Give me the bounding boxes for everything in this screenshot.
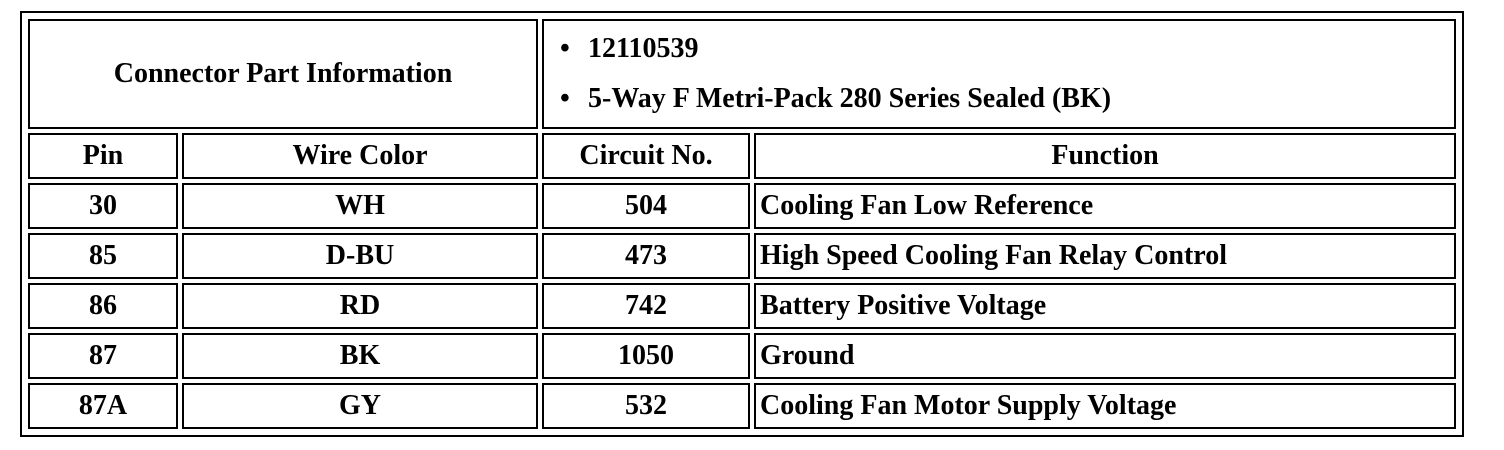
circuit-cell: 532 bbox=[542, 383, 750, 429]
pin-cell: 30 bbox=[28, 183, 178, 229]
wire-color-cell: D-BU bbox=[182, 233, 538, 279]
circuit-cell: 1050 bbox=[542, 333, 750, 379]
connector-info-row bbox=[28, 19, 1456, 129]
pin-cell: 85 bbox=[28, 233, 178, 279]
bullet-icon: • bbox=[560, 83, 570, 114]
column-header-circuit: Circuit No. bbox=[542, 133, 750, 179]
connector-info-list bbox=[544, 24, 1454, 124]
wire-color-cell: RD bbox=[182, 283, 538, 329]
circuit-cell: 742 bbox=[542, 283, 750, 329]
connector-description: 5-Way F Metri-Pack 280 Series Sealed (BK) bbox=[588, 83, 1112, 114]
wire-color-cell: BK bbox=[182, 333, 538, 379]
connector-part-info-details bbox=[542, 19, 1456, 129]
function-cell: High Speed Cooling Fan Relay Control bbox=[754, 233, 1456, 279]
pin-cell: 86 bbox=[28, 283, 178, 329]
table-row bbox=[28, 383, 1456, 429]
function-cell: Ground bbox=[754, 333, 1456, 379]
function-cell: Cooling Fan Low Reference bbox=[754, 183, 1456, 229]
circuit-cell: 473 bbox=[542, 233, 750, 279]
table-row bbox=[28, 333, 1456, 379]
wire-color-cell: WH bbox=[182, 183, 538, 229]
connector-info-item bbox=[560, 74, 1454, 124]
connector-part-info-label: Connector Part Information bbox=[28, 19, 538, 129]
function-cell: Battery Positive Voltage bbox=[754, 283, 1456, 329]
function-cell: Cooling Fan Motor Supply Voltage bbox=[754, 383, 1456, 429]
bullet-icon: • bbox=[560, 33, 570, 64]
column-header-pin: Pin bbox=[28, 133, 178, 179]
pin-cell: 87A bbox=[28, 383, 178, 429]
column-header-row bbox=[28, 133, 1456, 179]
connector-table bbox=[24, 15, 1460, 433]
circuit-cell: 504 bbox=[542, 183, 750, 229]
table-row bbox=[28, 233, 1456, 279]
column-header-function: Function bbox=[754, 133, 1456, 179]
connector-table-frame bbox=[20, 11, 1464, 437]
column-header-wire-color: Wire Color bbox=[182, 133, 538, 179]
table-row bbox=[28, 283, 1456, 329]
pin-cell: 87 bbox=[28, 333, 178, 379]
part-number: 12110539 bbox=[588, 33, 699, 64]
wire-color-cell: GY bbox=[182, 383, 538, 429]
connector-info-item bbox=[560, 24, 1454, 74]
table-row bbox=[28, 183, 1456, 229]
